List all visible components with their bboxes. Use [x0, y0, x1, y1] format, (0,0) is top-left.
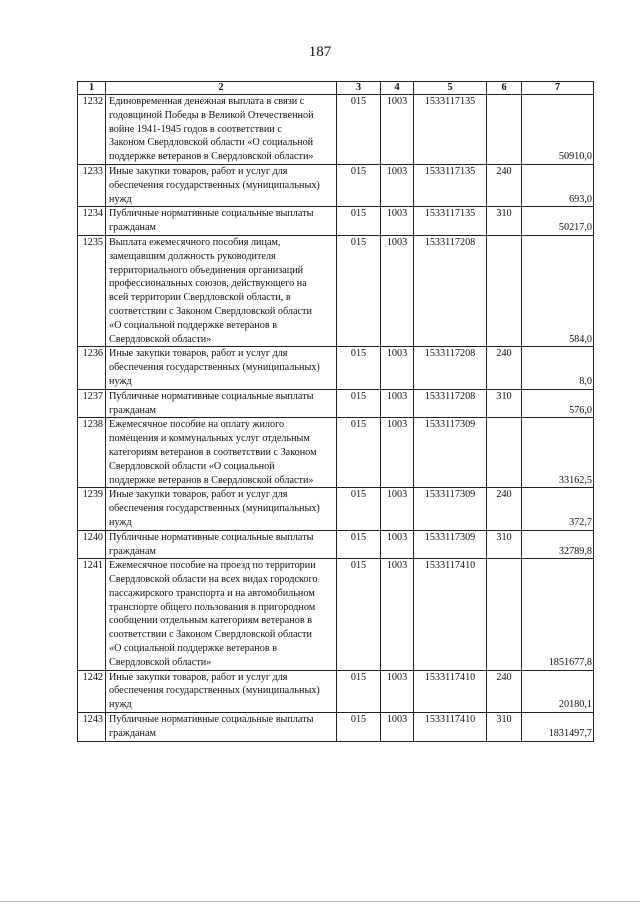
row-number: 1234 — [78, 207, 106, 236]
page-number: 187 — [308, 44, 332, 60]
row-target-code: 1533117410 — [414, 559, 487, 670]
header-row — [78, 82, 594, 95]
row-target-code: 1533117309 — [414, 530, 487, 559]
row-section-code: 1003 — [381, 713, 414, 742]
row-section-code: 1003 — [381, 559, 414, 670]
row-description: Единовременная денежная выплата в связи с годовщиной Победы в Великой Отечественной войне 1941-1945 годов в соответствии с Законом Свердловской области «О социальной поддержке ветеранов в Свердловской области» — [106, 95, 337, 165]
row-admin-code: 015 — [337, 95, 381, 165]
row-expense-type: 240 — [487, 488, 522, 530]
row-amount: 8,0 — [522, 347, 594, 389]
row-description: Выплата ежемесячного пособия лицам, замещавшим должность руководителя территориального объединения организаций профессиональных союзов, действующего на всей территории Свердловской области, в соответствии с Законом Свердловской области «О социальной поддержке ветеранов в Свердловской области» — [106, 235, 337, 346]
row-expense-type: 310 — [487, 389, 522, 418]
row-section-code: 1003 — [381, 207, 414, 236]
row-target-code: 1533117208 — [414, 389, 487, 418]
row-amount: 33162,5 — [522, 418, 594, 488]
row-admin-code: 015 — [337, 713, 381, 742]
row-description: Иные закупки товаров, работ и услуг для обеспечения государственных (муниципальных) нужд — [106, 347, 337, 389]
row-admin-code: 015 — [337, 207, 381, 236]
table-row — [78, 488, 594, 530]
row-target-code: 1533117135 — [414, 95, 487, 165]
row-target-code: 1533117410 — [414, 713, 487, 742]
row-amount: 576,0 — [522, 389, 594, 418]
row-description: Публичные нормативные социальные выплаты гражданам — [106, 389, 337, 418]
table-row — [78, 713, 594, 742]
col-header-7: 7 — [522, 82, 594, 95]
row-expense-type — [487, 235, 522, 346]
row-amount: 693,0 — [522, 164, 594, 206]
row-number: 1238 — [78, 418, 106, 488]
row-number: 1235 — [78, 235, 106, 346]
row-section-code: 1003 — [381, 418, 414, 488]
row-target-code: 1533117410 — [414, 670, 487, 712]
row-amount: 1851677,8 — [522, 559, 594, 670]
row-amount: 20180,1 — [522, 670, 594, 712]
row-target-code: 1533117309 — [414, 488, 487, 530]
row-section-code: 1003 — [381, 530, 414, 559]
row-number: 1242 — [78, 670, 106, 712]
row-number: 1236 — [78, 347, 106, 389]
table-row — [78, 207, 594, 236]
table-row — [78, 347, 594, 389]
row-expense-type: 310 — [487, 207, 522, 236]
col-header-2: 2 — [106, 82, 337, 95]
row-admin-code: 015 — [337, 164, 381, 206]
col-header-3: 3 — [337, 82, 381, 95]
row-expense-type: 240 — [487, 670, 522, 712]
row-number: 1243 — [78, 713, 106, 742]
row-section-code: 1003 — [381, 164, 414, 206]
col-header-4: 4 — [381, 82, 414, 95]
row-description: Ежемесячное пособие на проезд по территории Свердловской области на всех видах городского пассажирского транспорта и на автомобильном транспорте общего пользования в пригородном сообщении отдельным категориям ветеранов в соответствии с Законом Свердловской области «О социальной поддержке ветеранов в Свердловской области» — [106, 559, 337, 670]
col-header-5: 5 — [414, 82, 487, 95]
row-description: Иные закупки товаров, работ и услуг для обеспечения государственных (муниципальных) нужд — [106, 670, 337, 712]
row-number: 1241 — [78, 559, 106, 670]
row-admin-code: 015 — [337, 530, 381, 559]
table-row — [78, 559, 594, 670]
row-expense-type — [487, 418, 522, 488]
row-amount: 50910,0 — [522, 95, 594, 165]
row-number: 1233 — [78, 164, 106, 206]
row-admin-code: 015 — [337, 347, 381, 389]
row-expense-type: 240 — [487, 164, 522, 206]
row-target-code: 1533117208 — [414, 235, 487, 346]
row-target-code: 1533117135 — [414, 207, 487, 236]
row-section-code: 1003 — [381, 670, 414, 712]
row-section-code: 1003 — [381, 347, 414, 389]
row-expense-type: 310 — [487, 713, 522, 742]
row-section-code: 1003 — [381, 488, 414, 530]
row-description: Иные закупки товаров, работ и услуг для обеспечения государственных (муниципальных) нужд — [106, 488, 337, 530]
row-number: 1239 — [78, 488, 106, 530]
row-amount: 584,0 — [522, 235, 594, 346]
row-expense-type — [487, 559, 522, 670]
row-number: 1237 — [78, 389, 106, 418]
row-amount: 32789,8 — [522, 530, 594, 559]
row-amount: 372,7 — [522, 488, 594, 530]
row-admin-code: 015 — [337, 670, 381, 712]
row-admin-code: 015 — [337, 418, 381, 488]
row-target-code: 1533117208 — [414, 347, 487, 389]
table-row — [78, 389, 594, 418]
row-target-code: 1533117309 — [414, 418, 487, 488]
row-description: Ежемесячное пособие на оплату жилого помещения и коммунальных услуг отдельным категориям ветеранов в соответствии с Законом Свердловской области «О социальной поддержке ветеранов в Свердловской области» — [106, 418, 337, 488]
row-number: 1240 — [78, 530, 106, 559]
row-description: Публичные нормативные социальные выплаты гражданам — [106, 713, 337, 742]
row-admin-code: 015 — [337, 559, 381, 670]
row-number: 1232 — [78, 95, 106, 165]
table-row — [78, 530, 594, 559]
row-section-code: 1003 — [381, 95, 414, 165]
row-admin-code: 015 — [337, 235, 381, 346]
row-admin-code: 015 — [337, 488, 381, 530]
table-row — [78, 418, 594, 488]
table-row — [78, 235, 594, 346]
row-expense-type — [487, 95, 522, 165]
table-row — [78, 95, 594, 165]
table-row — [78, 670, 594, 712]
col-header-1: 1 — [78, 82, 106, 95]
row-section-code: 1003 — [381, 389, 414, 418]
row-admin-code: 015 — [337, 389, 381, 418]
col-header-6: 6 — [487, 82, 522, 95]
row-section-code: 1003 — [381, 235, 414, 346]
row-amount: 1831497,7 — [522, 713, 594, 742]
row-description: Иные закупки товаров, работ и услуг для обеспечения государственных (муниципальных) нужд — [106, 164, 337, 206]
table-row — [78, 164, 594, 206]
row-expense-type: 310 — [487, 530, 522, 559]
scan-artifact-line — [0, 901, 640, 902]
row-amount: 50217,0 — [522, 207, 594, 236]
row-description: Публичные нормативные социальные выплаты гражданам — [106, 530, 337, 559]
budget-table — [77, 81, 594, 742]
row-target-code: 1533117135 — [414, 164, 487, 206]
row-expense-type: 240 — [487, 347, 522, 389]
row-description: Публичные нормативные социальные выплаты гражданам — [106, 207, 337, 236]
